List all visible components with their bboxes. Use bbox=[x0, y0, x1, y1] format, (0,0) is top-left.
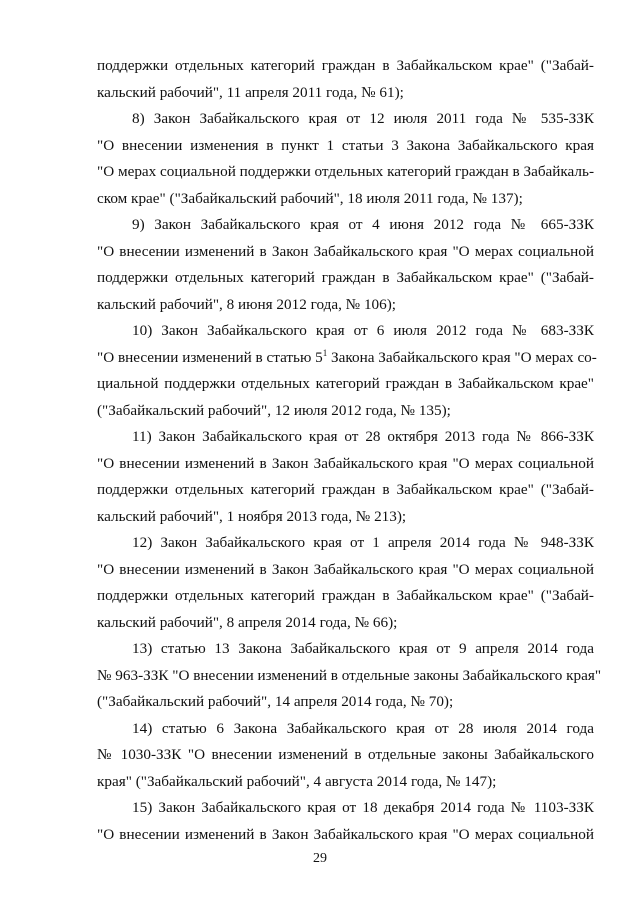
text-line: кальский рабочий", 8 апреля 2014 года, № 66); bbox=[97, 613, 398, 631]
text-line: циальной поддержки отдельных категорий граждан в Забайкальском крае" bbox=[97, 375, 594, 392]
text-line: ском крае" ("Забайкальский рабочий", 18 июля 2011 года, № 137); bbox=[97, 189, 523, 207]
text-line: 11) Закон Забайкальского края от 28 октября 2013 года № 866-ЗЗК bbox=[132, 428, 594, 445]
text-line: поддержки отдельных категорий граждан в Забайкальском крае" ("Забай- bbox=[97, 269, 594, 286]
text-line: № 1030-ЗЗК "О внесении изменений в отдельные законы Забайкальского bbox=[97, 746, 594, 763]
text-line: "О внесении изменений в Закон Забайкальского края "О мерах социальной bbox=[97, 454, 594, 472]
text-line: "О мерах социальной поддержки отдельных категорий граждан в Забайкаль- bbox=[97, 163, 594, 180]
text-line: края" ("Забайкальский рабочий", 4 августа 2014 года, № 147); bbox=[97, 772, 497, 790]
text-line: 14) статью 6 Закона Забайкальского края от 28 июля 2014 года bbox=[132, 719, 594, 737]
text-line: 9) Закон Забайкальского края от 4 июня 2012 года № 665-ЗЗК bbox=[132, 216, 594, 233]
text-line: "О внесении изменения в пункт 1 статьи 3 Закона Забайкальского края bbox=[97, 136, 594, 154]
text-line: поддержки отдельных категорий граждан в Забайкальском крае" ("Забай- bbox=[97, 57, 594, 74]
text-line: кальский рабочий", 11 апреля 2011 года, № 61); bbox=[97, 83, 404, 101]
text-line: 12) Закон Забайкальского края от 1 апреля 2014 года № 948-ЗЗК bbox=[132, 534, 594, 551]
text-line: "О внесении изменений в Закон Забайкальского края "О мерах социальной bbox=[97, 560, 594, 578]
text-segment: "О внесении изменений в статью 5 bbox=[97, 348, 323, 366]
text-line: № 963-ЗЗК "О внесении изменений в отдельные законы Забайкальского края" bbox=[97, 666, 602, 684]
text-line bbox=[97, 345, 597, 372]
superscript: 1 bbox=[322, 347, 328, 358]
text-line: 8) Закон Забайкальского края от 12 июля 2011 года № 535-ЗЗК bbox=[132, 110, 594, 127]
text-line: поддержки отдельных категорий граждан в Забайкальском крае" ("Забай- bbox=[97, 587, 594, 604]
text-line: кальский рабочий", 1 ноября 2013 года, № 213); bbox=[97, 507, 407, 525]
text-line: кальский рабочий", 8 июня 2012 года, № 106); bbox=[97, 295, 397, 313]
text-line: 15) Закон Забайкальского края от 18 декабря 2014 года № 1103-ЗЗК bbox=[132, 799, 594, 816]
text-line: "О внесении изменений в Закон Забайкальского края "О мерах социальной bbox=[97, 825, 594, 843]
text-segment: Закона Забайкальского края "О мерах со- bbox=[327, 348, 597, 366]
text-line: 10) Закон Забайкальского края от 6 июля 2012 года № 683-ЗЗК bbox=[132, 322, 594, 339]
text-line: "О внесении изменений в Закон Забайкальского края "О мерах социальной bbox=[97, 242, 594, 260]
text-line: ("Забайкальский рабочий", 12 июля 2012 года, № 135); bbox=[97, 401, 451, 419]
text-line: поддержки отдельных категорий граждан в Забайкальском крае" ("Забай- bbox=[97, 481, 594, 498]
document-body bbox=[97, 53, 602, 848]
text-line: 13) статью 13 Закона Забайкальского края от 9 апреля 2014 года bbox=[132, 640, 594, 657]
page-number: 29 bbox=[313, 851, 327, 866]
text-line: ("Забайкальский рабочий", 14 апреля 2014 года, № 70); bbox=[97, 693, 454, 710]
